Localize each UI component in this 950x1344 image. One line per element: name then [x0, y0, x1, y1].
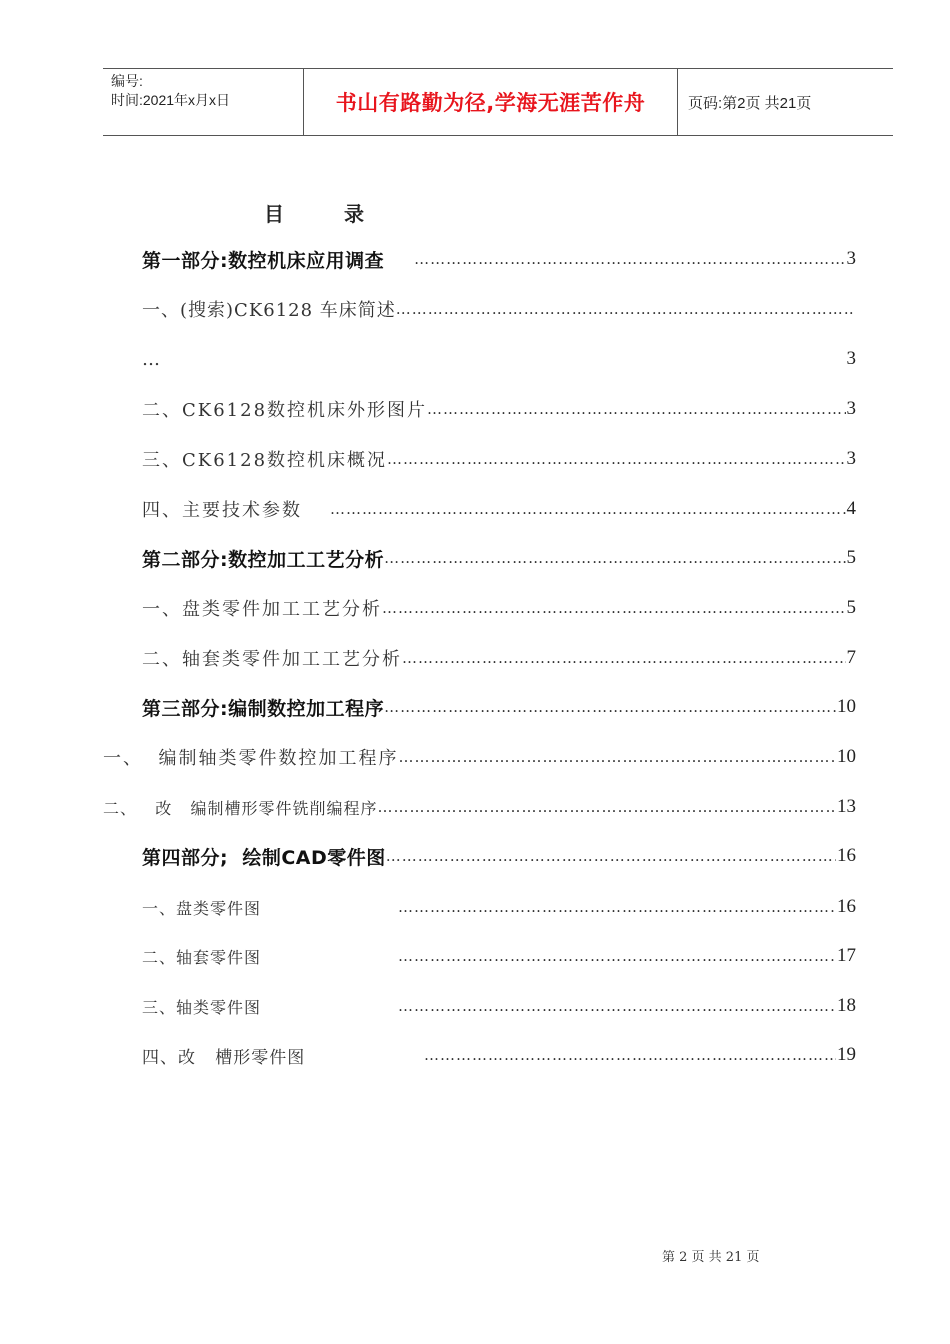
toc-entry-2-1[interactable]: 一、盘类零件加工工艺分析 …………………………………………………………………………………………………………………………………………… 5: [142, 593, 856, 623]
toc-entry-2-2[interactable]: 二、轴套类零件加工工艺分析 …………………………………………………………………………………………………………………………………………… 7: [142, 643, 856, 673]
leader-dots: [398, 748, 836, 766]
toc-entry-1-1[interactable]: 一、(搜索)CK6128 车床简述 ……………………………………………………………………………………………………………………………………………: [142, 294, 856, 324]
toc-entry-1-3[interactable]: 三、CK6128数控机床概况 …………………………………………………………………………………………………………………………………………… 3: [142, 444, 856, 474]
toc-title: 目 录: [264, 202, 364, 226]
header-meta: [103, 69, 304, 135]
leader-dots: [384, 698, 836, 716]
toc-entry-4-3[interactable]: 三、轴类零件图 …………………………………………………………………………………………………………………………………………… 18: [142, 991, 856, 1021]
header-motto: 书山有路勤为径,学海无涯苦作舟: [304, 69, 678, 135]
toc-entry-part3[interactable]: 第三部分:编制数控加工程序 …………………………………………………………………………………………………………………………………………… 10: [142, 692, 856, 722]
leader-dots: [384, 549, 845, 567]
leader-dots: [424, 1046, 836, 1064]
leader-dots: [398, 947, 836, 965]
time-label: 时间:2021年x月x日: [111, 92, 231, 108]
toc-entry-4-1[interactable]: 一、盘类零件图 …………………………………………………………………………………………………………………………………………… 16: [142, 892, 856, 922]
toc-entry-1-1-cont[interactable]: … 3: [142, 348, 856, 370]
toc-entry-1-2[interactable]: 二、CK6128数控机床外形图片 …………………………………………………………………………………………………………………………………………… 3: [142, 394, 856, 424]
page-header: [103, 68, 893, 136]
code-label: 编号:: [111, 73, 143, 89]
leader-dots: [398, 898, 836, 916]
page-footer: 第 2 页 共 21 页: [662, 1250, 760, 1265]
toc-entry-3-1[interactable]: 一、 编制轴类零件数控加工程序 …………………………………………………………………………………………………………………………………………… 10: [103, 742, 856, 772]
leader-dots: [396, 300, 855, 318]
leader-dots: [378, 798, 836, 816]
toc-entry-part2[interactable]: 第二部分:数控加工工艺分析 …………………………………………………………………………………………………………………………………………… 5: [142, 543, 856, 573]
toc-entry-4-4[interactable]: 四、改 槽形零件图 …………………………………………………………………………………………………………………………………………… 19: [142, 1040, 856, 1070]
toc-entry-4-2[interactable]: 二、轴套零件图 …………………………………………………………………………………………………………………………………………… 17: [142, 941, 856, 971]
toc-entry-part1[interactable]: 第一部分:数控机床应用调查 …………………………………………………………………………………………………………………………………………… 3: [142, 244, 856, 274]
leader-dots: [387, 450, 845, 468]
leader-dots: [330, 500, 846, 518]
leader-dots: [427, 400, 845, 418]
leader-dots: [402, 649, 846, 667]
leader-dots: [382, 599, 846, 617]
toc-entry-3-2[interactable]: 二、 改 编制槽形零件铣削编程序 …………………………………………………………………………………………………………………………………………… 13: [103, 792, 856, 822]
toc-entry-1-4[interactable]: 四、主要技术参数 …………………………………………………………………………………………………………………………………………… 4: [142, 494, 856, 524]
leader-dots: [414, 250, 845, 268]
header-page-info: 页码:第2页 共21页: [688, 94, 812, 112]
leader-dots: [386, 847, 836, 865]
leader-dots: [398, 997, 836, 1015]
toc-entry-part4[interactable]: 第四部分; 绘制CAD零件图 …………………………………………………………………………………………………………………………………………… 16: [142, 841, 856, 871]
